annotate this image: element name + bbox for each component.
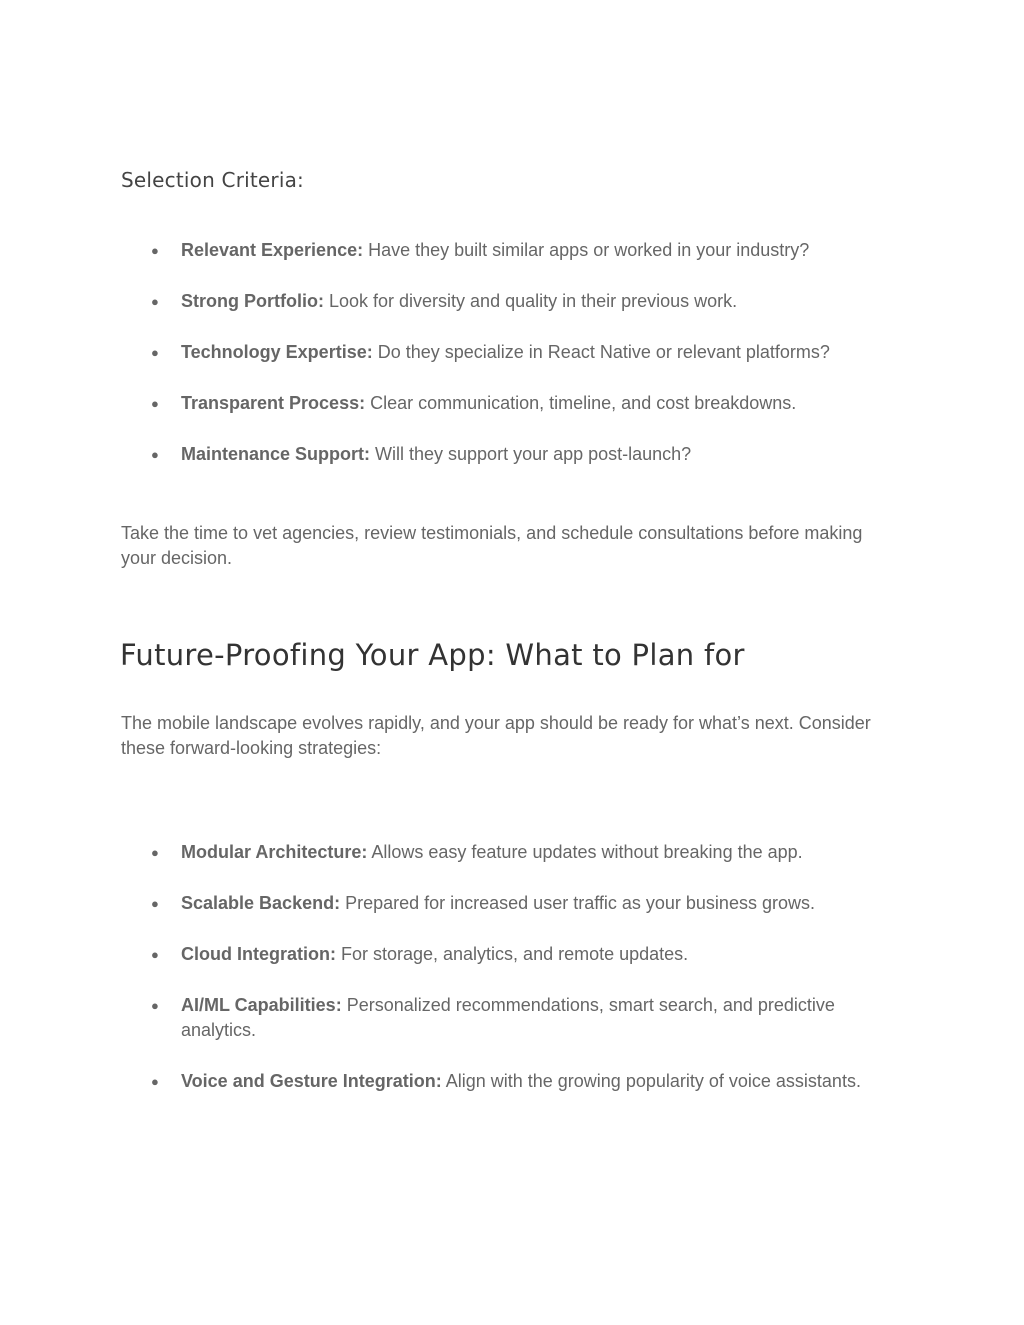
bullet-icon: ●	[151, 243, 159, 258]
bullet-icon: ●	[151, 345, 159, 360]
future-strategies-list	[121, 840, 891, 1120]
item-label: Technology Expertise:	[181, 342, 373, 362]
item-label: Strong Portfolio:	[181, 291, 324, 311]
item-text: Have they built similar apps or worked in your industry?	[363, 240, 810, 260]
future-proofing-heading: Future-Proofing Your App: What to Plan for	[120, 638, 745, 672]
bullet-icon: ●	[151, 294, 159, 309]
item-text: Look for diversity and quality in their previous work.	[323, 291, 738, 311]
bullet-icon: ●	[151, 845, 159, 860]
item-label: AI/ML Capabilities:	[181, 995, 342, 1015]
item-text: Allows easy feature updates without breaking the app.	[367, 842, 803, 862]
item-label: Relevant Experience:	[181, 240, 364, 260]
item-label: Voice and Gesture Integration:	[181, 1071, 442, 1091]
selection-criteria-list	[121, 238, 891, 493]
bullet-icon: ●	[151, 396, 159, 411]
item-label: Modular Architecture:	[181, 842, 368, 862]
item-label: Transparent Process:	[181, 393, 366, 413]
item-label: Cloud Integration:	[181, 944, 336, 964]
selection-closing-paragraph: Take the time to vet agencies, review testimonials, and schedule consultations before making your decision.	[121, 523, 863, 568]
list-item	[121, 289, 891, 314]
list-item	[121, 942, 891, 967]
future-intro-paragraph: The mobile landscape evolves rapidly, and your app should be ready for what’s next. Consider these forward-looking strategies:	[121, 713, 871, 758]
list-item	[121, 840, 891, 865]
item-label: Scalable Backend:	[181, 893, 341, 913]
bullet-icon: ●	[151, 998, 159, 1013]
item-text: For storage, analytics, and remote updates.	[335, 944, 689, 964]
item-text: Do they specialize in React Native or relevant platforms?	[372, 342, 830, 362]
list-item	[121, 442, 891, 467]
list-item	[121, 1069, 891, 1094]
list-item	[121, 238, 891, 263]
item-text: Personalized recommendations, smart search, and predictive analytics.	[181, 995, 835, 1040]
selection-criteria-heading: Selection Criteria:	[121, 168, 304, 192]
item-text: Will they support your app post-launch?	[370, 444, 692, 464]
bullet-icon: ●	[151, 947, 159, 962]
item-text: Align with the growing popularity of voice assistants.	[441, 1071, 861, 1091]
bullet-icon: ●	[151, 447, 159, 462]
list-item	[121, 391, 891, 416]
item-text: Prepared for increased user traffic as your business grows.	[340, 893, 815, 913]
item-label: Maintenance Support:	[181, 444, 371, 464]
item-text: Clear communication, timeline, and cost breakdowns.	[365, 393, 797, 413]
bullet-icon: ●	[151, 896, 159, 911]
list-item	[121, 993, 891, 1043]
bullet-icon: ●	[151, 1074, 159, 1089]
list-item	[121, 340, 891, 365]
list-item	[121, 891, 891, 916]
